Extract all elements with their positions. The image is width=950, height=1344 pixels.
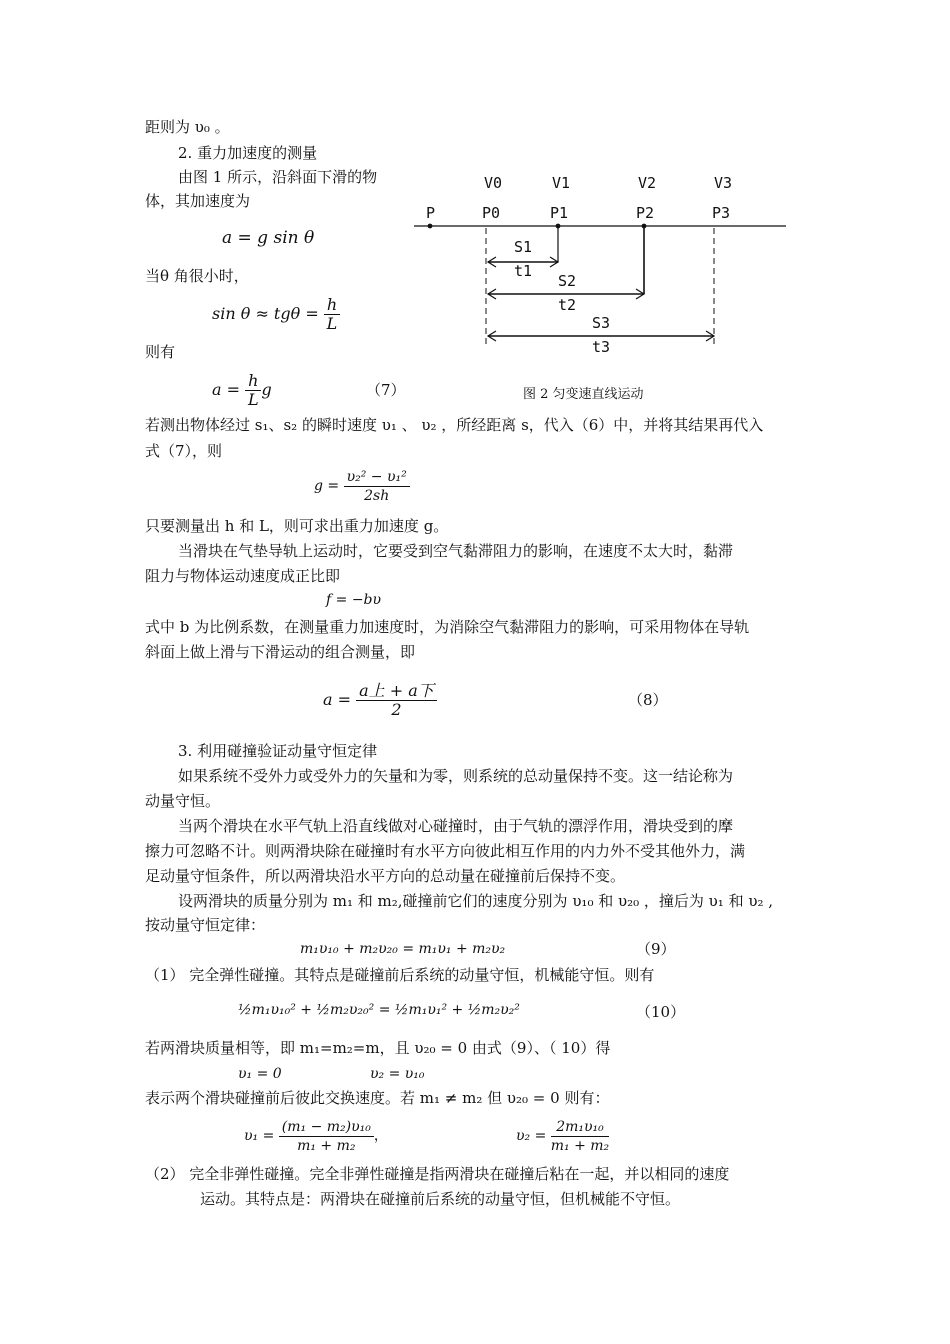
text-line: 当θ 角很小时， [145, 267, 249, 285]
equation-v2-v10: υ₂ = υ₁₀ [370, 1066, 425, 1082]
velocity-label-v0: V0 [484, 174, 503, 192]
equation-v1-general: υ₁ = $\frac{\text{(m₁ − m₂)υ₁₀}}{\text{m₁ + m₂}}$ ， [244, 1118, 388, 1154]
section-heading-momentum: 3. 利用碰撞验证动量守恒定律 [178, 742, 378, 760]
text-line: 动量守恒。 [145, 792, 221, 810]
list-item-inelastic: （2） 完全非弹性碰撞。完全非弹性碰撞是指两滑块在碰撞后粘在一起，并以相同的速度 [145, 1165, 730, 1183]
equation-sin-approx: sin θ ≈ tgθ = $\frac{h}{L}$ [212, 290, 340, 338]
time-label-t3: t3 [592, 338, 611, 356]
text-line: 斜面上做上滑与下滑运动的组合测量，即 [145, 643, 416, 661]
text-line: 若两滑块质量相等，即 m₁=m₂=m，且 υ₂₀ = 0 由式（9）、（ 10）得 [145, 1039, 611, 1057]
figure-uniform-acceleration [412, 168, 792, 368]
text-line: 如果系统不受外力或受外力的矢量和为零，则系统的总动量保持不变。这一结论称为 [178, 767, 734, 785]
equation-g: g = $\frac{\text{υ₂² − υ₁²}}{2sh}$ [314, 464, 410, 508]
text-line: 式中 b 为比例系数，在测量重力加速度时，为消除空气黏滞阻力的影响，可采用物体在导轨 [145, 618, 750, 636]
text-line: 则有 [145, 343, 176, 361]
text-line: 按动量守恒定律： [145, 916, 266, 934]
point-label-p1: P1 [550, 204, 569, 222]
velocity-label-v3: V3 [714, 174, 733, 192]
text-line: 距则为 υ₀ 。 [145, 118, 230, 136]
point-label-p: P [426, 204, 436, 222]
list-item-elastic: （1） 完全弹性碰撞。其特点是碰撞前后系统的动量守恒，机械能守恒。则有 [145, 966, 655, 984]
section-heading-gravity: 2. 重力加速度的测量 [178, 144, 318, 162]
distance-label-s2: S2 [558, 272, 577, 290]
text-line: 当两个滑块在水平气轨上沿直线做对心碰撞时，由于气轨的漂浮作用，滑块受到的摩 [178, 817, 734, 835]
velocity-label-v2: V2 [638, 174, 657, 192]
equation-9: m₁υ₁₀ + m₂υ₂₀ = m₁υ₁ + m₂υ₂ [300, 941, 506, 957]
figure-caption: 图 2 匀变速直线运动 [523, 387, 644, 402]
equation-number-10: （10） [636, 1003, 686, 1021]
text-line: 运动。其特点是：两滑块在碰撞前后系统的动量守恒，但机械能不守恒。 [200, 1190, 681, 1208]
point-label-p2: P2 [636, 204, 655, 222]
equation-a-h-over-L: a = $\frac{h}{L}$ g [212, 371, 272, 409]
text-line: 擦力可忽略不计。则两滑块除在碰撞时有水平方向彼此相互作用的内力外不受其他外力，满 [145, 842, 746, 860]
equation-a-average: a = $\frac{\text{a上 + a下}}{2}$ [323, 676, 437, 724]
text-line: 式（7），则 [145, 442, 223, 460]
text-line: 足动量守恒条件，所以两滑块沿水平方向的总动量在碰撞前后保持不变。 [145, 867, 626, 885]
point-dot-p [428, 224, 433, 229]
distance-label-s3: S3 [592, 314, 611, 332]
equation-number-8: （8） [628, 691, 668, 709]
text-line: 设两滑块的质量分别为 m₁ 和 m₂,碰撞前它们的速度分别为 υ₁₀ 和 υ₂₀ ，撞后为 υ₁ 和 υ₂ , [178, 892, 774, 910]
equation-v1-zero: υ₁ = 0 [238, 1066, 282, 1082]
equation-a-gsin: a = g sin θ [222, 228, 315, 248]
velocity-label-v1: V1 [552, 174, 571, 192]
text-line: 只要测量出 h 和 L，则可求出重力加速度 g。 [145, 517, 449, 535]
time-label-t1: t1 [514, 262, 533, 280]
equation-f: f = −bυ [326, 592, 382, 608]
text-line: 阻力与物体运动速度成正比即 [145, 567, 341, 585]
text-line: 由图 1 所示，沿斜面下滑的物 [178, 168, 378, 186]
text-line: 体，其加速度为 [145, 192, 251, 210]
equation-v2-general: υ₂ = $\frac{\text{2m₁υ₁₀}}{\text{m₁ + m₂}}$ [516, 1118, 610, 1154]
text-line: 当滑块在气垫导轨上运动时，它要受到空气黏滞阻力的影响，在速度不太大时，黏滞 [178, 542, 734, 560]
point-label-p0: P0 [482, 204, 501, 222]
text-line: 表示两个滑块碰撞前后彼此交换速度。若 m₁ ≠ m₂ 但 υ₂₀ = 0 则有： [145, 1089, 610, 1107]
text-line: 若测出物体经过 s₁、s₂ 的瞬时速度 υ₁ 、 υ₂ ，所经距离 s，代入（6）中，并将其结果再代入 [145, 416, 764, 434]
equation-10: ½m₁υ₁₀² + ½m₂υ₂₀² = ½m₁υ₁² + ½m₂υ₂² [238, 1002, 520, 1018]
point-label-p3: P3 [712, 204, 731, 222]
distance-label-s1: S1 [514, 238, 533, 256]
equation-number-9: （9） [636, 940, 676, 958]
time-label-t2: t2 [558, 296, 577, 314]
equation-number-7: （7） [366, 381, 406, 399]
